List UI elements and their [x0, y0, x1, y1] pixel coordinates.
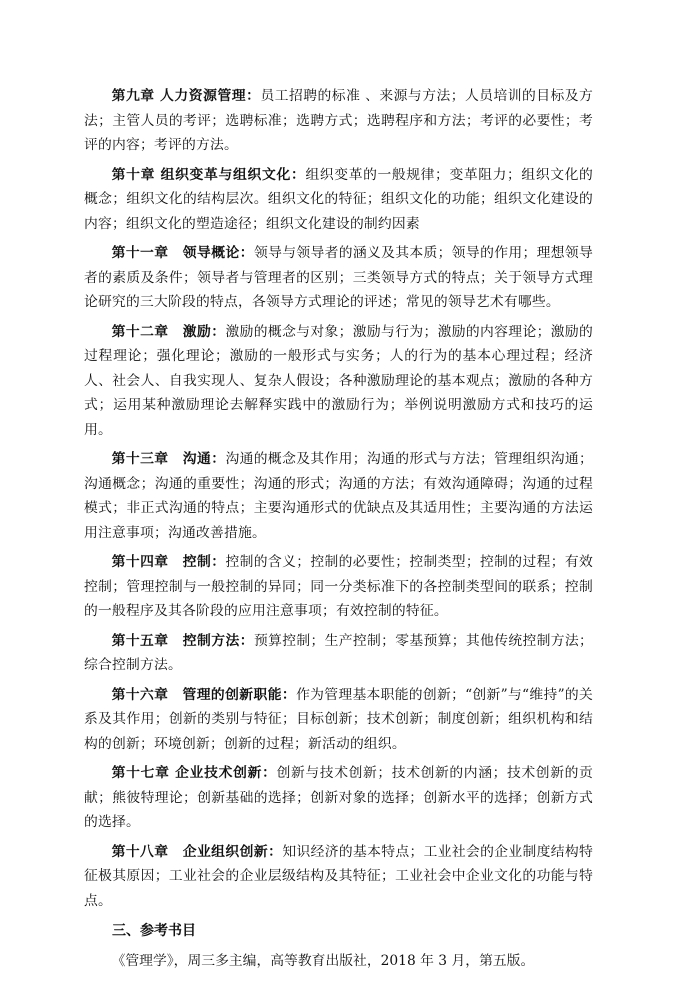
chapter-body: 激励的概念与对象；激励与行为；激励的内容理论；激励的过程理论；强化理论；激励的一般形式与实务；人的行为的基本心理过程；经济人、社会人、自我实现人、复杂人假设；各种激励理论的基本观点；激励的各种方式；运用某种激励理论去解释实践中的激励行为；举例说明激励方式和技巧的运用。 — [84, 323, 593, 438]
chapter-12 — [84, 320, 593, 443]
chapter-body: 组织变革的一般规律；变革阻力；组织文化的概念；组织文化的结构层次。组织文化的特征；组织文化的功能；组织文化建设的内容；组织文化的塑造途径；组织文化建设的制约因素 — [84, 166, 593, 232]
chapter-18 — [84, 840, 593, 914]
chapter-13 — [84, 447, 593, 545]
chapter-9 — [84, 84, 593, 158]
chapter-heading: 第九章 人力资源管理： — [111, 88, 261, 104]
chapter-11 — [84, 241, 593, 315]
chapter-heading: 第十八章 企业组织创新： — [111, 843, 283, 860]
chapter-heading: 第十五章 控制方法： — [111, 632, 254, 649]
chapter-body: 控制的含义；控制的必要性；控制类型；控制的过程；有效控制；管理控制与一般控制的异同；同一分类标准下的各控制类型间的联系；控制的一般程序及其各阶段的应用注意事项；有效控制的特征。 — [84, 554, 593, 619]
chapter-heading: 第十六章 管理的创新职能： — [111, 686, 297, 703]
chapter-body: 领导与领导者的涵义及其本质；领导的作用；理想领导者的素质及条件；领导者与管理者的区别；三类领导方式的特点；关于领导方式理论研究的三大阶段的特点，各领导方式理论的评述；常见的领导艺术有哪些。 — [84, 245, 593, 310]
chapter-body: 知识经济的基本特点；工业社会的企业制度结构特征极其原因；工业社会的企业层级结构及其特征；工业社会中企业文化的功能与特点。 — [84, 843, 593, 909]
references-section-title: 三、参考书目 — [112, 923, 196, 939]
chapter-heading: 第十七章 企业技术创新： — [111, 765, 277, 781]
chapter-heading: 第十二章 激励： — [111, 323, 226, 340]
reference-entry: 《管理学》，周三多主编，高等教育出版社，2018 年 3 月，第五版。 — [111, 953, 535, 969]
chapter-body: 沟通的概念及其作用；沟通的形式与方法；管理组织沟通；沟通概念；沟通的重要性；沟通的形式；沟通的方法；有效沟通障碍；沟通的过程模式；非正式沟通的特点；主要沟通形式的优缺点及其适用性；主要沟通的方法运用注意事项；沟通改善措施。 — [84, 451, 593, 541]
chapter-15 — [84, 629, 593, 678]
chapter-16 — [84, 683, 593, 757]
chapter-heading: 第十四章 控制： — [111, 554, 226, 570]
chapter-14 — [84, 550, 593, 624]
chapter-10 — [84, 163, 593, 237]
chapter-body: 预算控制；生产控制；零基预算；其他传统控制方法；综合控制方法。 — [84, 632, 593, 673]
chapter-heading: 第十一章 领导概论： — [111, 245, 254, 261]
chapter-heading: 第十三章 沟通： — [111, 451, 226, 467]
chapter-body: 作为管理基本职能的创新；“创新”与“维持”的关系及其作用；创新的类别与特征；目标创新；技术创新；制度创新；组织机构和结构的创新；环境创新；创新的过程；新活动的组织。 — [84, 686, 593, 752]
chapter-17 — [84, 761, 593, 835]
chapter-body: 员工招聘的标准 、来源与方法；人员培训的目标及方法；主管人员的考评；选聘标准；选聘方式；选聘程序和方法；考评的必要性；考评的内容；考评的方法。 — [84, 88, 594, 153]
chapter-body: 创新与技术创新；技术创新的内涵；技术创新的贡献；熊彼特理论；创新基础的选择；创新对象的选择；创新水平的选择；创新方式的选择。 — [84, 765, 594, 830]
chapter-heading: 第十章 组织变革与组织文化： — [111, 166, 306, 183]
